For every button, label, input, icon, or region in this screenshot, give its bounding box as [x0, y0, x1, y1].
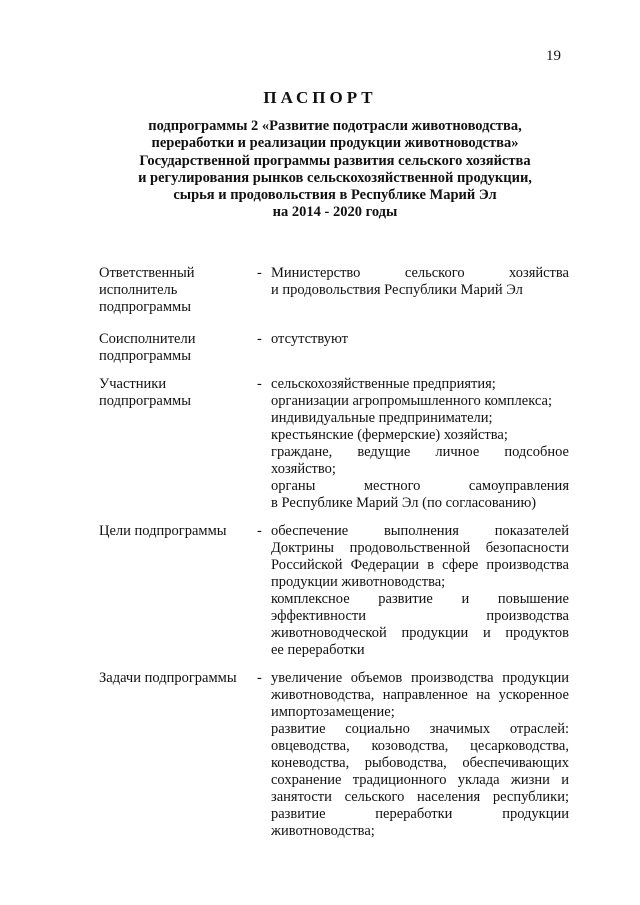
row-content: [271, 331, 569, 348]
subtitle-line: и регулирования рынков сельскохозяйственной продукции,: [138, 169, 532, 186]
content-line: увеличение объемов производства продукции: [271, 670, 569, 686]
content-line: и продовольствия Республики Марий Эл: [271, 282, 523, 298]
content-line: комплексное развитие и повышение: [271, 591, 569, 607]
content-line: коневодства, рыбоводства, обеспечивающих: [271, 755, 569, 771]
row-dash: -: [257, 331, 262, 347]
row-label: [99, 331, 254, 365]
subtitle-line: переработки и реализации продукции животноводства»: [151, 135, 519, 152]
row-label-line: исполнитель: [99, 282, 178, 298]
row-label-line: подпрограммы: [99, 348, 191, 364]
content-line: сохранение традиционного уклада жизни и: [271, 772, 569, 788]
content-line: занятости сельского населения республики;: [271, 789, 569, 805]
row-content: [271, 670, 569, 840]
content-line: организации агропромышленного комплекса;: [271, 393, 552, 409]
row-dash: -: [257, 523, 262, 539]
row-label-line: Задачи подпрограммы: [99, 670, 237, 686]
subtitle-line: сырья и продовольствия в Республике Марий Эл: [173, 187, 497, 204]
row-label: [99, 376, 254, 410]
content-line: овцеводства, козоводства, цесарководства,: [271, 738, 569, 754]
row-dash: -: [257, 376, 262, 392]
subtitle-block: [100, 118, 570, 222]
content-line: развитие социально значимых отраслей:: [271, 721, 569, 737]
content-line: эффективности производства: [271, 608, 569, 624]
content-line: обеспечение выполнения показателей: [271, 523, 569, 539]
document-title: ПАСПОРТ: [263, 88, 377, 107]
content-line: в Республике Марий Эл (по согласованию): [271, 495, 537, 511]
row-label: [99, 523, 254, 540]
content-line: импортозамещение;: [271, 704, 395, 720]
row-content: [271, 523, 569, 659]
row-label-line: подпрограммы: [99, 393, 191, 409]
page-number: 19: [546, 48, 561, 64]
content-line: животноводческой продукции и продуктов: [271, 625, 569, 641]
content-line: граждане, ведущие личное подсобное: [271, 444, 569, 460]
content-line: сельскохозяйственные предприятия;: [271, 376, 496, 392]
content-line: хозяйство;: [271, 461, 336, 477]
row-content: [271, 265, 569, 299]
content-line: отсутствуют: [271, 331, 348, 347]
content-line: продукции животноводства;: [271, 574, 446, 590]
subtitle-line: подпрограммы 2 «Развитие подотрасли животноводства,: [148, 118, 522, 134]
row-dash: -: [257, 670, 262, 686]
content-line: крестьянские (фермерские) хозяйства;: [271, 427, 508, 443]
row-label-line: Ответственный: [99, 265, 195, 281]
row-label-line: подпрограммы: [99, 299, 191, 315]
row-label: [99, 265, 254, 316]
content-line: животноводства, направленное на ускоренное: [271, 687, 569, 703]
content-line: ее переработки: [271, 642, 365, 658]
content-line: органы местного самоуправления: [271, 478, 569, 494]
row-label-line: Участники: [99, 376, 167, 392]
content-line: Российской Федерации в сфере производства: [271, 557, 569, 573]
content-line: Доктрины продовольственной безопасности: [271, 540, 569, 556]
row-label-line: Цели подпрограммы: [99, 523, 227, 539]
content-line: развитие переработки продукции: [271, 806, 569, 822]
row-label-line: Соисполнители: [99, 331, 196, 347]
row-label: [99, 670, 254, 687]
subtitle-line: Государственной программы развития сельского хозяйства: [139, 152, 531, 169]
content-line: Министерство сельского хозяйства: [271, 265, 569, 281]
row-content: [271, 376, 569, 512]
content-line: животноводства;: [271, 823, 375, 839]
row-dash: -: [257, 265, 262, 281]
content-line: индивидуальные предприниматели;: [271, 410, 493, 426]
subtitle-line: на 2014 - 2020 годы: [272, 204, 398, 221]
